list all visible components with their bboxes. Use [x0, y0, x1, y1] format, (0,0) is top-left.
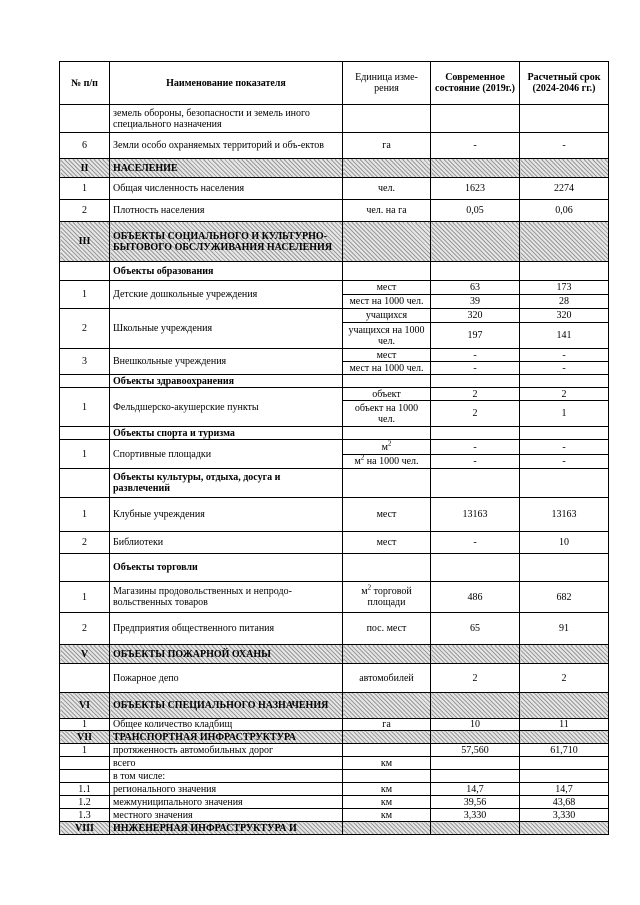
table-header-row	[60, 62, 609, 105]
table-row	[60, 757, 609, 770]
table-row	[60, 178, 609, 200]
row-unit: га	[343, 719, 431, 731]
row-current: 63	[431, 281, 520, 295]
group-row	[60, 469, 609, 498]
row-target: 2274	[520, 178, 609, 200]
row-current: -	[431, 349, 520, 362]
section-row	[60, 159, 609, 178]
row-num: 1	[60, 719, 110, 731]
group-title: Объекты образования	[110, 262, 343, 281]
row-current: 57,560	[431, 744, 520, 757]
row-current: 2	[431, 664, 520, 693]
row-current: -	[431, 532, 520, 554]
table-row	[60, 613, 609, 645]
section-num: III	[60, 222, 110, 262]
row-target: -	[520, 455, 609, 469]
row-num: 2	[60, 532, 110, 554]
section-title: ИНЖЕНЕРНАЯ ИНФРАСТРУКТУРА И	[110, 822, 343, 835]
row-name: Земли особо охраняемых территорий и объ-ектов	[110, 133, 343, 159]
row-unit: га	[343, 133, 431, 159]
table-row	[60, 664, 609, 693]
row-name: Фельдшерско-акушерские пункты	[110, 388, 343, 427]
row-current: -	[431, 455, 520, 469]
row-current: 14,7	[431, 783, 520, 796]
header-name: Наименование показателя	[110, 62, 343, 105]
table-row	[60, 719, 609, 731]
row-current: 39,56	[431, 796, 520, 809]
row-unit: мест	[343, 498, 431, 532]
row-current: 2	[431, 401, 520, 427]
row-current: 39	[431, 295, 520, 309]
group-title: Объекты здравоохранения	[110, 375, 343, 388]
row-unit: км	[343, 783, 431, 796]
row-name: всего	[110, 757, 343, 770]
section-num: VIII	[60, 822, 110, 835]
row-current: 0,05	[431, 200, 520, 222]
table-row	[60, 349, 609, 362]
row-target: 2	[520, 388, 609, 401]
header-num: № п/п	[60, 62, 110, 105]
row-num: 1.3	[60, 809, 110, 822]
row-current: 3,330	[431, 809, 520, 822]
table-row	[60, 532, 609, 554]
row-num: 1.1	[60, 783, 110, 796]
row-target: 14,7	[520, 783, 609, 796]
row-current: 1623	[431, 178, 520, 200]
row-unit: объект	[343, 388, 431, 401]
row-target: 13163	[520, 498, 609, 532]
section-title: ОБЪЕКТЫ ПОЖАРНОЙ ОХАНЫ	[110, 645, 343, 664]
table-row	[60, 281, 609, 295]
table-row	[60, 309, 609, 323]
row-target: 43,68	[520, 796, 609, 809]
row-num: 1	[60, 388, 110, 427]
row-unit: пос. мест	[343, 613, 431, 645]
indicators-table	[59, 61, 609, 835]
row-num: 6	[60, 133, 110, 159]
row-current: 197	[431, 323, 520, 349]
header-unit: Единица изме-рения	[343, 62, 431, 105]
row-target: 91	[520, 613, 609, 645]
section-title: ОБЪЕКТЫ СОЦИАЛЬНОГО И КУЛЬТУРНО-БЫТОВОГО ОБСЛУЖИВАНИЯ НАСЕЛЕНИЯ	[110, 222, 343, 262]
row-current: 10	[431, 719, 520, 731]
row-target: 2	[520, 664, 609, 693]
section-num: VI	[60, 693, 110, 719]
header-target: Расчетный срок (2024-2046 гг.)	[520, 62, 609, 105]
row-target: 28	[520, 295, 609, 309]
row-name: Школьные учреждения	[110, 309, 343, 349]
row-target: 11	[520, 719, 609, 731]
group-title: Объекты торговли	[110, 554, 343, 582]
row-name: Общее количество кладбищ	[110, 719, 343, 731]
row-unit: мест на 1000 чел.	[343, 362, 431, 375]
row-name: Библиотеки	[110, 532, 343, 554]
row-name: Клубные учреждения	[110, 498, 343, 532]
row-unit: чел. на га	[343, 200, 431, 222]
row-unit: учащихся	[343, 309, 431, 323]
row-name: Плотность населения	[110, 200, 343, 222]
row-current: 320	[431, 309, 520, 323]
section-title: ТРАНСПОРТНАЯ ИНФРАСТРУКТУРА	[110, 731, 343, 744]
row-num: 1	[60, 744, 110, 757]
table-row	[60, 796, 609, 809]
section-row	[60, 645, 609, 664]
row-current: 486	[431, 582, 520, 613]
table-row	[60, 582, 609, 613]
section-title: НАСЕЛЕНИЕ	[110, 159, 343, 178]
group-title: Объекты культуры, отдыха, досуга и развлечений	[110, 469, 343, 498]
row-unit: мест	[343, 532, 431, 554]
table-row	[60, 440, 609, 455]
section-title: ОБЪЕКТЫ СПЕЦИАЛЬНОГО НАЗНАЧЕНИЯ	[110, 693, 343, 719]
row-num: 1	[60, 498, 110, 532]
table-row	[60, 783, 609, 796]
row-current: -	[431, 362, 520, 375]
row-num: 1.2	[60, 796, 110, 809]
row-num: 2	[60, 613, 110, 645]
row-unit: км	[343, 809, 431, 822]
row-name: Спортивные площадки	[110, 440, 343, 469]
section-row	[60, 222, 609, 262]
row-target: 10	[520, 532, 609, 554]
row-target: -	[520, 440, 609, 455]
row-target: -	[520, 133, 609, 159]
row-unit: мест на 1000 чел.	[343, 295, 431, 309]
row-target: 682	[520, 582, 609, 613]
group-row	[60, 375, 609, 388]
row-num: 1	[60, 178, 110, 200]
group-row	[60, 262, 609, 281]
row-target: 141	[520, 323, 609, 349]
row-unit: $м^2$ торговой площади	[343, 582, 431, 613]
section-num: V	[60, 645, 110, 664]
row-unit: $м^2$ на 1000 чел.	[343, 455, 431, 469]
table-row	[60, 498, 609, 532]
row-name: местного значения	[110, 809, 343, 822]
group-row	[60, 554, 609, 582]
row-current: 13163	[431, 498, 520, 532]
section-row	[60, 822, 609, 835]
row-unit: учащихся на 1000 чел.	[343, 323, 431, 349]
group-row	[60, 427, 609, 440]
row-name: Общая численность населения	[110, 178, 343, 200]
row-current: -	[431, 440, 520, 455]
row-unit: $м^2$	[343, 440, 431, 455]
row-num: 2	[60, 309, 110, 349]
row-num: 3	[60, 349, 110, 375]
row-num: 1	[60, 440, 110, 469]
table-row	[60, 200, 609, 222]
row-unit: автомобилей	[343, 664, 431, 693]
header-current: Современное состояние (2019г.)	[431, 62, 520, 105]
section-num: II	[60, 159, 110, 178]
row-unit: км	[343, 796, 431, 809]
group-title: Объекты спорта и туризма	[110, 427, 343, 440]
row-target: -	[520, 349, 609, 362]
row-target: -	[520, 362, 609, 375]
row-current: 2	[431, 388, 520, 401]
row-name: межмуниципального значения	[110, 796, 343, 809]
row-name: Предприятия общественного питания	[110, 613, 343, 645]
section-num: VII	[60, 731, 110, 744]
row-target: 3,330	[520, 809, 609, 822]
row-target: 1	[520, 401, 609, 427]
section-row	[60, 731, 609, 744]
row-name: Пожарное депо	[110, 664, 343, 693]
row-unit: чел.	[343, 178, 431, 200]
section-row	[60, 693, 609, 719]
row-name: протяженность автомобильных дорог	[110, 744, 343, 757]
row-num: 2	[60, 200, 110, 222]
row-name: земель обороны, безопасности и земель иного специального назначения	[110, 105, 343, 133]
row-current: -	[431, 133, 520, 159]
row-target: 0,06	[520, 200, 609, 222]
row-unit: мест	[343, 281, 431, 295]
row-name: в том числе:	[110, 770, 343, 783]
row-unit: объект на 1000 чел.	[343, 401, 431, 427]
table-row	[60, 770, 609, 783]
table-row	[60, 133, 609, 159]
row-num: 1	[60, 582, 110, 613]
row-name: Детские дошкольные учреждения	[110, 281, 343, 309]
row-name: Внешкольные учреждения	[110, 349, 343, 375]
row-num: 1	[60, 281, 110, 309]
row-current: 65	[431, 613, 520, 645]
row-target: 61,710	[520, 744, 609, 757]
row-unit: мест	[343, 349, 431, 362]
table-row	[60, 744, 609, 757]
row-target: 320	[520, 309, 609, 323]
row-name: регионального значения	[110, 783, 343, 796]
row-name: Магазины продовольственных и непродо-вольственных товаров	[110, 582, 343, 613]
table-row	[60, 809, 609, 822]
row-unit: км	[343, 757, 431, 770]
table-row	[60, 388, 609, 401]
row-target: 173	[520, 281, 609, 295]
table-row	[60, 105, 609, 133]
